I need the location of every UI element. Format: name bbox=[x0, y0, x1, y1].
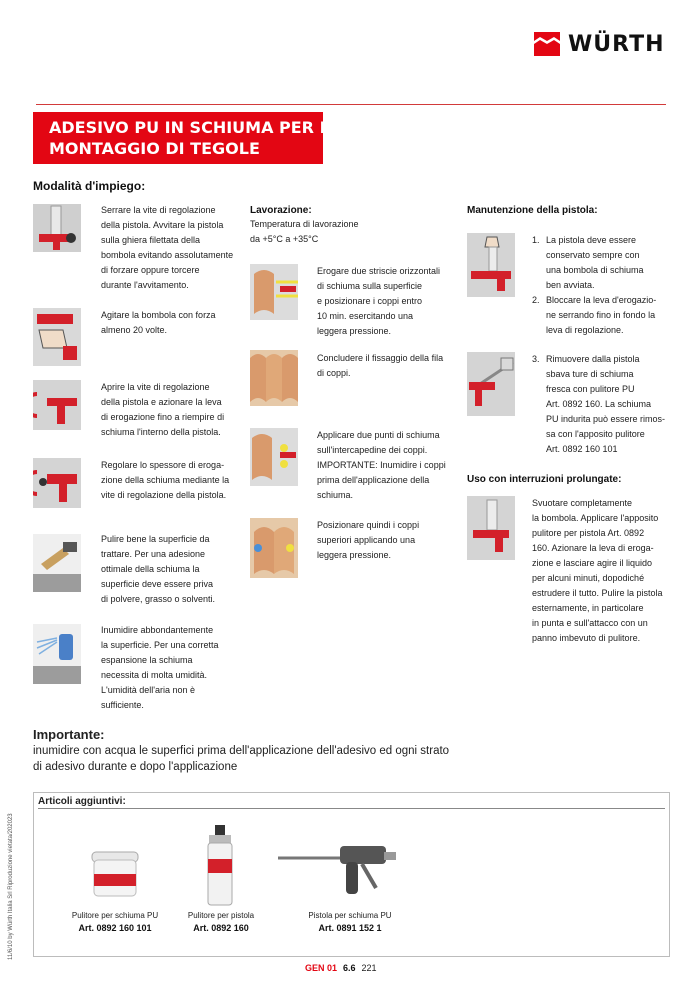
spray-water-icon bbox=[33, 624, 81, 684]
uso-title: Uso con interruzioni prolungate: bbox=[467, 474, 622, 485]
gun-adjust-icon bbox=[33, 458, 81, 508]
foam-can-screw-icon bbox=[33, 204, 81, 252]
manutenzione-title: Manutenzione della pistola: bbox=[467, 205, 598, 216]
modalita-step-4: Regolare lo spessore di eroga- zione della schiuma mediante la vite di regolazione della pistola. bbox=[101, 460, 230, 500]
title-banner bbox=[33, 112, 336, 164]
lavorazione-step-2: Concludere il fissaggio della fila di coppi. bbox=[317, 353, 444, 378]
foam-gun-icon bbox=[276, 842, 400, 900]
foam-cleaner-jar-icon bbox=[88, 850, 142, 900]
copyright-side-text: 11/6/10 by Würth Italia Srl Riproduzione vietata/202023 bbox=[8, 813, 14, 960]
gun-empty-can-icon bbox=[467, 496, 515, 560]
product-3-art: Art. 0891 152 1 bbox=[318, 923, 382, 933]
footer-page: 221 bbox=[361, 963, 377, 973]
lavorazione-subtitle: Temperatura di lavorazione da +5°C a +35°C bbox=[250, 219, 359, 244]
modalita-step-2: Agitare la bombola con forza almeno 20 volte. bbox=[101, 310, 216, 335]
product-1-label: Pulitore per schiuma PU bbox=[71, 911, 159, 920]
shake-can-icon bbox=[33, 308, 81, 366]
gun-cleaner-can-icon bbox=[204, 825, 236, 907]
manutenzione-item-3: 3. Rimuovere dalla pistola sbava ture di schiuma fresca con pulitore PU Art. 0892 160. La schiuma PU indurita può essere rimos- sa con l'apposito pulitore Art. 0892 160 101 bbox=[532, 354, 666, 454]
brand-name: WÜRTH bbox=[568, 31, 665, 57]
lavorazione-step-1: Erogare due striscie orizzontali di schiuma sulla superficie e posizionare i coppi entro 10 min. esercitando una leggera pressione. bbox=[317, 266, 441, 336]
lavorazione-step-4: Posizionare quindi i coppi superiori applicando una leggera pressione. bbox=[317, 520, 420, 560]
gun-stored-can-icon bbox=[467, 233, 515, 297]
lavorazione-title: Lavorazione: bbox=[250, 205, 312, 216]
product-3-label: Pistola per schiuma PU bbox=[308, 911, 392, 920]
manutenzione-item-1: 1. La pistola deve essere conservato sempre con una bombola di schiuma ben avviata. bbox=[532, 235, 644, 290]
tiles-row-icon bbox=[250, 350, 298, 406]
wurth-logo bbox=[532, 28, 672, 60]
product-1-art: Art. 0892 160 101 bbox=[78, 923, 152, 933]
brush-clean-icon bbox=[33, 534, 81, 592]
wurth-logo-mark-icon bbox=[532, 29, 562, 59]
lavorazione-step-3: Applicare due punti di schiuma sull'intercapedine dei coppi. IMPORTANTE: Inumidire i coppi prima dell'applicazione della schiuma. bbox=[317, 430, 446, 500]
modalita-step-1: Serrare la vite di regolazione della pistola. Avvitare la pistola sulla ghiera filettata della bombola evitando assolutamente di forzare oppure torcere durante l'avvitamento. bbox=[101, 205, 234, 290]
modalita-step-5: Pulire bene la superficie da trattare. Per una adesione ottimale della schiuma la superficie deve essere priva di polvere, grasso o solventi. bbox=[101, 534, 216, 604]
product-2-label: Pulitore per pistola bbox=[187, 911, 255, 920]
product-2-art: Art. 0892 160 bbox=[193, 923, 249, 933]
modalita-step-3: Aprire la vite di regolazione della pistola e azionare la leva di erogazione fino a riempire di schiuma l'interno della pistola. bbox=[101, 382, 225, 437]
gun-clean-icon bbox=[467, 352, 515, 416]
foam-points-tiles-icon bbox=[250, 428, 298, 486]
footer-chapter: 6.6 bbox=[343, 963, 356, 973]
header-rule bbox=[36, 104, 666, 105]
importante-text: inumidire con acqua le superfici prima dell'applicazione dell'adesivo ed ogni strato di adesivo durante e dopo l'applicazione bbox=[33, 745, 450, 773]
banner-line-1: ADESIVO PU IN SCHIUMA PER IL bbox=[49, 118, 336, 137]
uso-text: Svuotare completamente la bombola. Applicare l'apposito pulitore per pistola Art. 0892 160. Azionare la leva di eroga- zione e lasciare agire il liquido per alcuni minuti, dopodiché estrudere il tutto. Pulire la pistola esternamente, in particolare in punta e sull'attacco con un panno imbevuto di pulitore. bbox=[532, 498, 663, 643]
footer-section: GEN 01 bbox=[305, 963, 338, 973]
manutenzione-item-2: 2. Bloccare la leva d'erogazio- ne serrando fino in fondo la leva di regolazione. bbox=[532, 295, 657, 335]
articoli-rule bbox=[38, 808, 665, 809]
gun-screw-open-icon bbox=[33, 380, 81, 430]
articoli-title: Articoli aggiuntivi: bbox=[38, 796, 126, 807]
press-tiles-icon bbox=[250, 518, 298, 578]
foam-strips-tiles-icon bbox=[250, 264, 298, 320]
page-footer bbox=[305, 963, 377, 973]
modalita-title: Modalità d'impiego: bbox=[33, 179, 146, 193]
importante-title: Importante: bbox=[33, 727, 105, 742]
banner-line-2: MONTAGGIO DI TEGOLE bbox=[49, 139, 260, 158]
modalita-step-6: Inumidire abbondantemente la superficie. Per una corretta espansione la schiuma necessita di molta umidità. L'umidità dell'aria non è sufficiente. bbox=[101, 625, 219, 710]
